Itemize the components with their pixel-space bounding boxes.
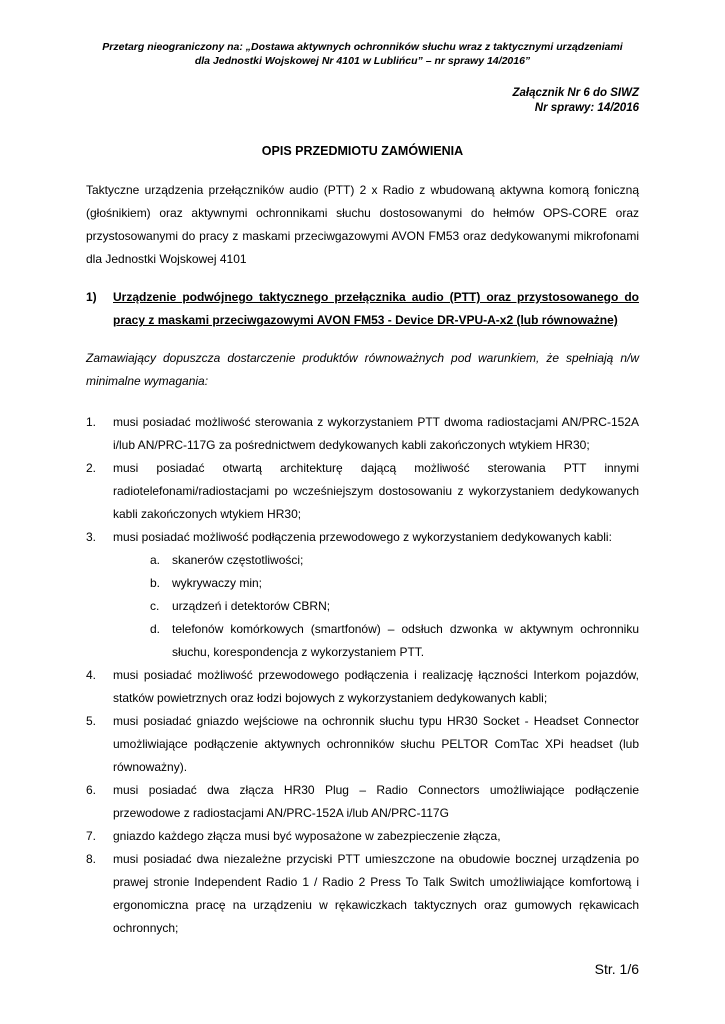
- sub-list-item: [86, 618, 639, 664]
- sub-item-text: skanerów częstotliwości;: [172, 553, 304, 567]
- item-text: musi posiadać dwa niezależne przyciski PTT umieszczone na obudowie bocznej urządzenia po prawej stronie Independent Radio 1 / Radio 2 Press To Talk Switch umożliwiające komfortową i ergonomiczna pracę na urządzeniu w rękawiczkach taktycznych oraz gumowych rękawicach ochronnych;: [113, 852, 639, 935]
- case-number: Nr sprawy: 14/2016: [534, 102, 639, 114]
- annex-number: Załącznik Nr 6 do SIWZ: [512, 87, 639, 99]
- item-text: musi posiadać możliwość przewodowego podłączenia i realizację łączności Interkom pojazdów, statków powietrznych oraz łodzi bojowych z wykorzystaniem dedykowanych kabli;: [113, 668, 639, 705]
- sub-item-text: wykrywaczy min;: [172, 576, 263, 590]
- sub-item-text: urządzeń i detektorów CBRN;: [172, 599, 331, 613]
- section-1-number: 1): [86, 290, 97, 304]
- list-item: [86, 411, 639, 457]
- section-1-heading: [86, 286, 639, 332]
- tender-header: [60, 40, 665, 68]
- header-line-1: Przetarg nieograniczony na: „Dostawa aktywnych ochronników słuchu wraz z taktycznymi urządzeniami: [102, 41, 623, 53]
- sub-item-letter: c.: [150, 599, 160, 613]
- sub-item-letter: a.: [150, 553, 161, 567]
- item-number: 6.: [86, 783, 97, 797]
- sub-item-text: telefonów komórkowych (smartfonów) – odsłuch dzwonka w aktywnym ochronniku słuchu, korespondencja z wykorzystaniem PTT.: [172, 622, 639, 659]
- sub-list-item: [86, 549, 639, 572]
- intro-paragraph: Taktyczne urządzenia przełączników audio (PTT) 2 x Radio z wbudowaną aktywna komorą foniczną (głośnikiem) oraz aktywnymi ochronnikami słuchu dostosowanymi do hełmów OPS-CORE oraz przystosowanymi do pracy z maskami przeciwgazowymi AVON FM53 oraz dedykowanymi mikrofonami dla Jednostki Wojskowej 4101: [86, 183, 639, 266]
- sub-list-item: [86, 595, 639, 618]
- item-number: 4.: [86, 668, 97, 682]
- list-item: [86, 710, 639, 779]
- list-item: [86, 457, 639, 526]
- requirements-list: [86, 411, 639, 940]
- item-text: musi posiadać możliwość sterowania z wykorzystaniem PTT dwoma radiostacjami AN/PRC-152A i/lub AN/PRC-117G za pośrednictwem dedykowanych kabli zakończonych wtykiem HR30;: [113, 415, 639, 452]
- list-item: [86, 848, 639, 940]
- item-text: musi posiadać otwartą architekturę dającą możliwość sterowania PTT innymi radiotelefonami/radiostacjami po wcześniejszym dostosowaniu z wykorzystaniem dedykowanych kabli zakończonych wtykiem HR30;: [113, 461, 639, 521]
- list-item: [86, 825, 639, 848]
- item-text: gniazdo każdego złącza musi być wyposażone w zabezpieczenie złącza,: [113, 829, 501, 843]
- annex-reference: [512, 86, 639, 116]
- item-text: musi posiadać dwa złącza HR30 Plug – Radio Connectors umożliwiające podłączenie przewodowe z radiostacjami AN/PRC-152A i/lub AN/PRC-117G: [113, 783, 639, 820]
- item-number: 8.: [86, 852, 97, 866]
- item-text: musi posiadać możliwość podłączenia przewodowego z wykorzystaniem dedykowanych kabli:: [113, 530, 612, 544]
- document-title: OPIS PRZEDMIOTU ZAMÓWIENIA: [261, 144, 464, 158]
- sub-item-letter: b.: [150, 576, 161, 590]
- list-item: [86, 526, 639, 549]
- page-number: Str. 1/6: [594, 961, 639, 977]
- item-number: 7.: [86, 829, 97, 843]
- section-1-text: Urządzenie podwójnego taktycznego przełącznika audio (PTT) oraz przystosowanego do pracy z maskami przeciwgazowymi AVON FM53 - Device DR-VPU-A-x2 (lub równoważne): [113, 290, 639, 327]
- header-line-2: dla Jednostki Wojskowej Nr 4101 w Lublińcu” – nr sprawy 14/2016”: [194, 55, 531, 67]
- list-item: [86, 664, 639, 710]
- sub-list-item: [86, 572, 639, 595]
- item-number: 3.: [86, 530, 97, 544]
- item-number: 5.: [86, 714, 97, 728]
- item-text: musi posiadać gniazdo wejściowe na ochronnik słuchu typu HR30 Socket - Headset Connector umożliwiające podłączenie aktywnych ochronników słuchu PELTOR ComTac XPi headset (lub równoważny).: [113, 714, 639, 774]
- equivalence-condition: Zamawiający dopuszcza dostarczenie produktów równoważnych pod warunkiem, że spełniają n/w minimalne wymagania:: [86, 351, 639, 388]
- item-number: 2.: [86, 461, 97, 475]
- item-number: 1.: [86, 415, 97, 429]
- list-item: [86, 779, 639, 825]
- sub-item-letter: d.: [150, 622, 161, 636]
